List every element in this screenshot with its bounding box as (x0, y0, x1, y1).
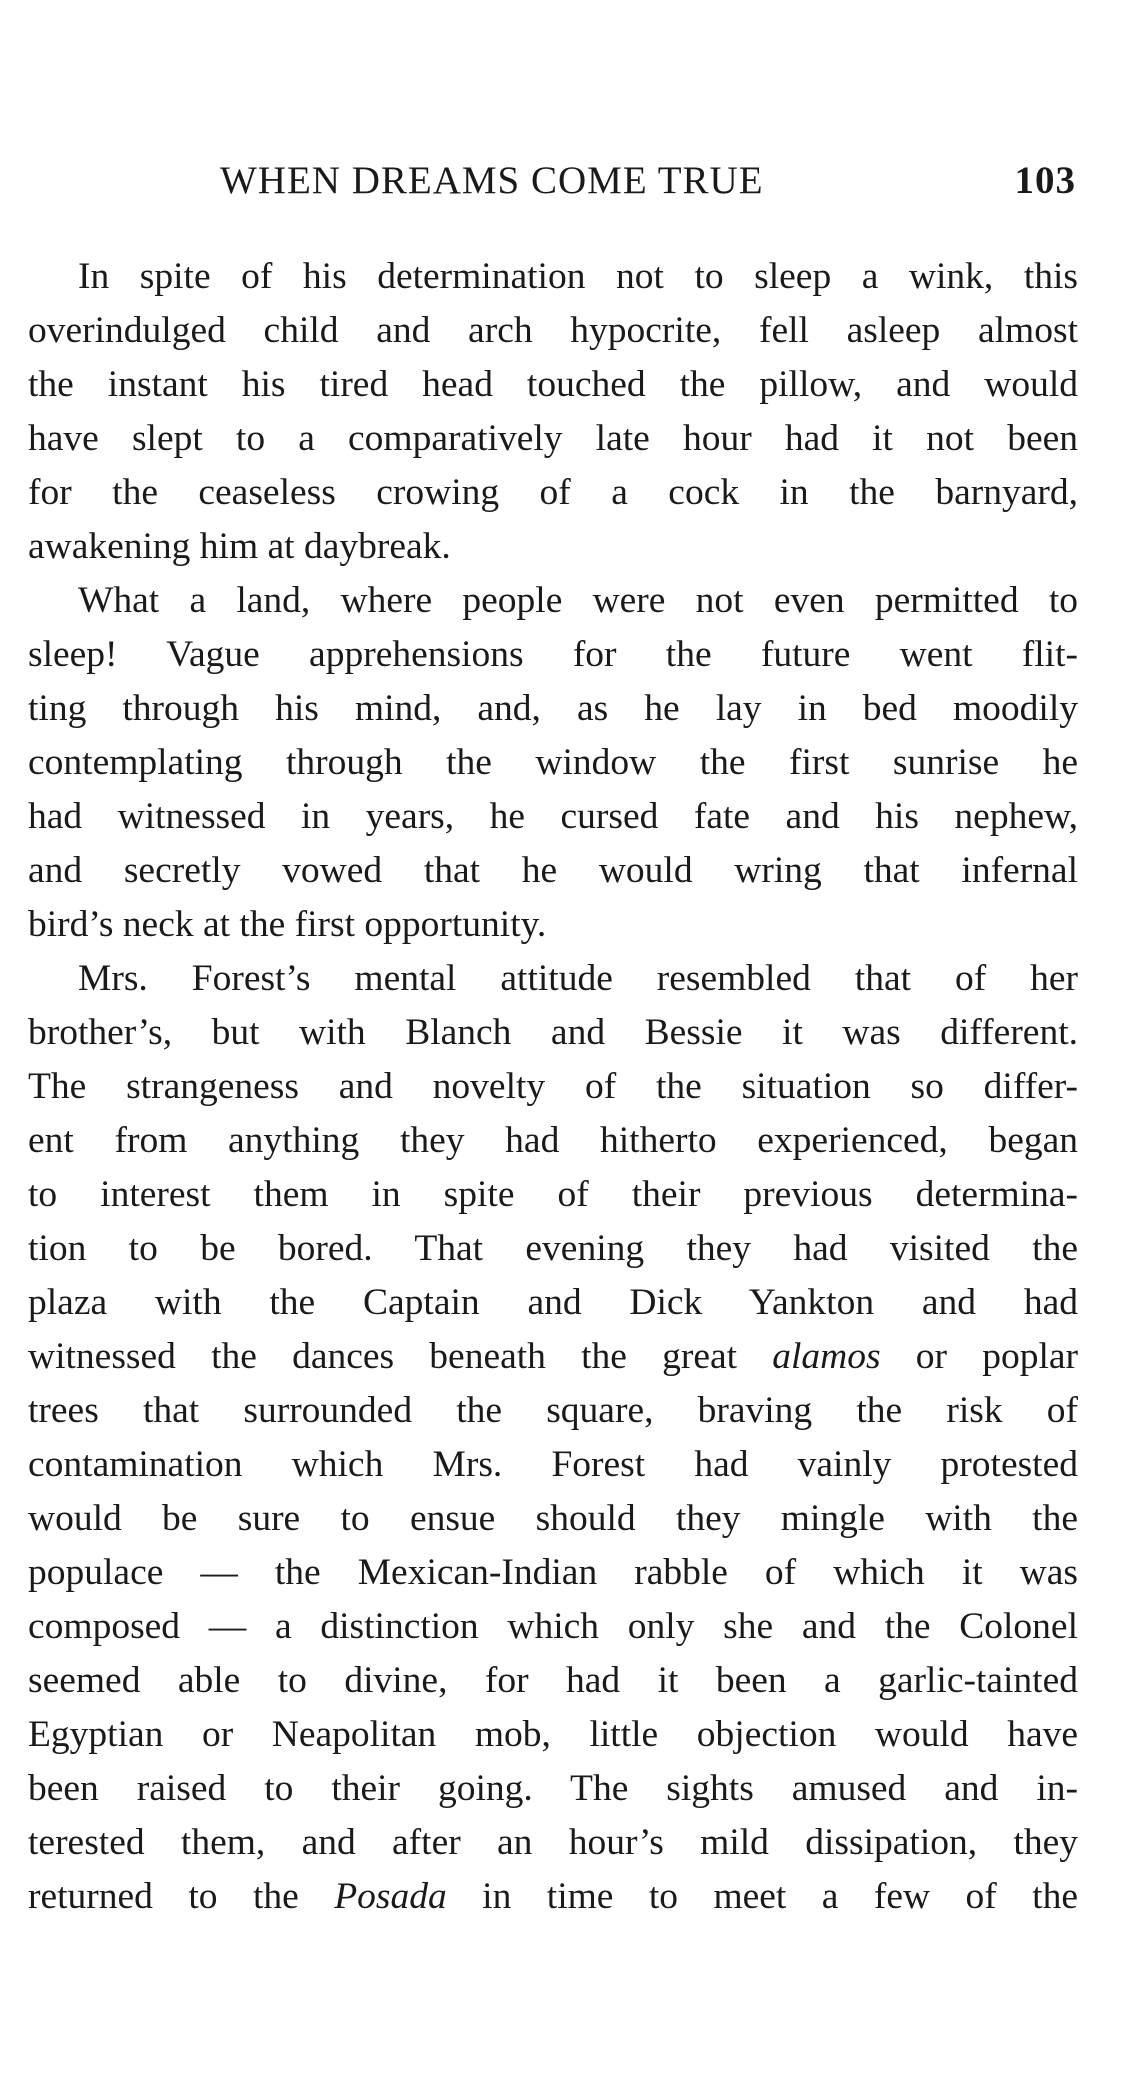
text-segment: been raised to their going. The sights amused and in- (28, 1768, 1078, 1809)
text-line (28, 1222, 1078, 1276)
text-line (28, 1114, 1078, 1168)
text-line (28, 1654, 1078, 1708)
text-line (28, 1870, 1078, 1924)
italic-word: Posada (334, 1876, 447, 1917)
text-line (28, 790, 1078, 844)
text-line (28, 1708, 1078, 1762)
text-line (28, 736, 1078, 790)
text-segment: would be sure to ensue should they mingle with the (28, 1498, 1078, 1539)
text-line (28, 628, 1078, 682)
text-line (28, 952, 1078, 1006)
text-segment: witnessed the dances beneath the great (28, 1336, 773, 1377)
text-segment: plaza with the Captain and Dick Yankton and had (28, 1282, 1078, 1323)
text-segment: Mrs. Forest’s mental attitude resembled that of her (78, 958, 1078, 999)
text-segment: returned to the (28, 1876, 335, 1917)
book-page (28, 150, 1078, 1917)
text-segment: or poplar (880, 1336, 1078, 1377)
text-segment: ent from anything they had hitherto experienced, began (28, 1120, 1078, 1161)
text-segment: contamination which Mrs. Forest had vainly protested (28, 1444, 1078, 1485)
text-line (28, 1816, 1078, 1870)
text-segment: tion to be bored. That evening they had visited the (28, 1228, 1078, 1269)
text-line (28, 304, 1078, 358)
text-line (28, 682, 1078, 736)
text-segment: terested them, and after an hour’s mild dissipation, they (28, 1822, 1078, 1863)
text-line (28, 1276, 1078, 1330)
text-segment: The strangeness and novelty of the situation so differ- (28, 1066, 1078, 1107)
text-segment: overindulged child and arch hypocrite, fell asleep almost (28, 310, 1078, 351)
text-line (28, 1762, 1078, 1816)
text-segment: In spite of his determination not to sleep a wink, this (78, 256, 1078, 297)
body-text (28, 250, 1078, 1924)
text-line (28, 1492, 1078, 1546)
text-line (28, 1546, 1078, 1600)
running-head (28, 150, 1078, 210)
text-segment: had witnessed in years, he cursed fate and his nephew, (28, 796, 1078, 837)
text-segment: What a land, where people were not even permitted to (78, 580, 1078, 621)
text-segment: in time to meet a few of the (446, 1876, 1078, 1917)
text-line (28, 844, 1078, 898)
text-line (28, 1600, 1078, 1654)
text-segment: sleep! Vague apprehensions for the future went flit- (28, 634, 1078, 675)
text-line (28, 358, 1078, 412)
text-line (28, 1330, 1078, 1384)
text-segment: populace — the Mexican-Indian rabble of which it was (28, 1552, 1078, 1593)
text-segment: contemplating through the window the first sunrise he (28, 742, 1078, 783)
text-segment: trees that surrounded the square, braving the risk of (28, 1390, 1078, 1431)
text-segment: for the ceaseless crowing of a cock in the barnyard, (28, 472, 1078, 513)
text-line (28, 1384, 1078, 1438)
text-line (28, 520, 1078, 574)
text-segment: Egyptian or Neapolitan mob, little objection would have (28, 1714, 1078, 1755)
text-segment: seemed able to divine, for had it been a garlic-tainted (28, 1660, 1078, 1701)
text-segment: and secretly vowed that he would wring that infernal (28, 850, 1078, 891)
text-segment: awakening him at daybreak. (28, 526, 451, 567)
italic-word: alamos (772, 1336, 881, 1377)
text-segment: composed — a distinction which only she and the Colonel (28, 1606, 1078, 1647)
text-segment: have slept to a comparatively late hour had it not been (28, 418, 1078, 459)
text-line (28, 1438, 1078, 1492)
page-number: 103 (1014, 159, 1076, 202)
text-line (28, 898, 1078, 952)
running-title: WHEN DREAMS COME TRUE (220, 159, 764, 202)
text-line (28, 1168, 1078, 1222)
text-segment: bird’s neck at the first opportunity. (28, 904, 547, 945)
text-line (28, 1006, 1078, 1060)
text-segment: ting through his mind, and, as he lay in bed moodily (28, 688, 1078, 729)
text-line (28, 466, 1078, 520)
text-line (28, 1060, 1078, 1114)
text-line (28, 574, 1078, 628)
text-segment: brother’s, but with Blanch and Bessie it was different. (28, 1012, 1078, 1053)
text-line (28, 412, 1078, 466)
text-segment: to interest them in spite of their previous determina- (28, 1174, 1078, 1215)
text-line (28, 250, 1078, 304)
text-segment: the instant his tired head touched the pillow, and would (28, 364, 1078, 405)
